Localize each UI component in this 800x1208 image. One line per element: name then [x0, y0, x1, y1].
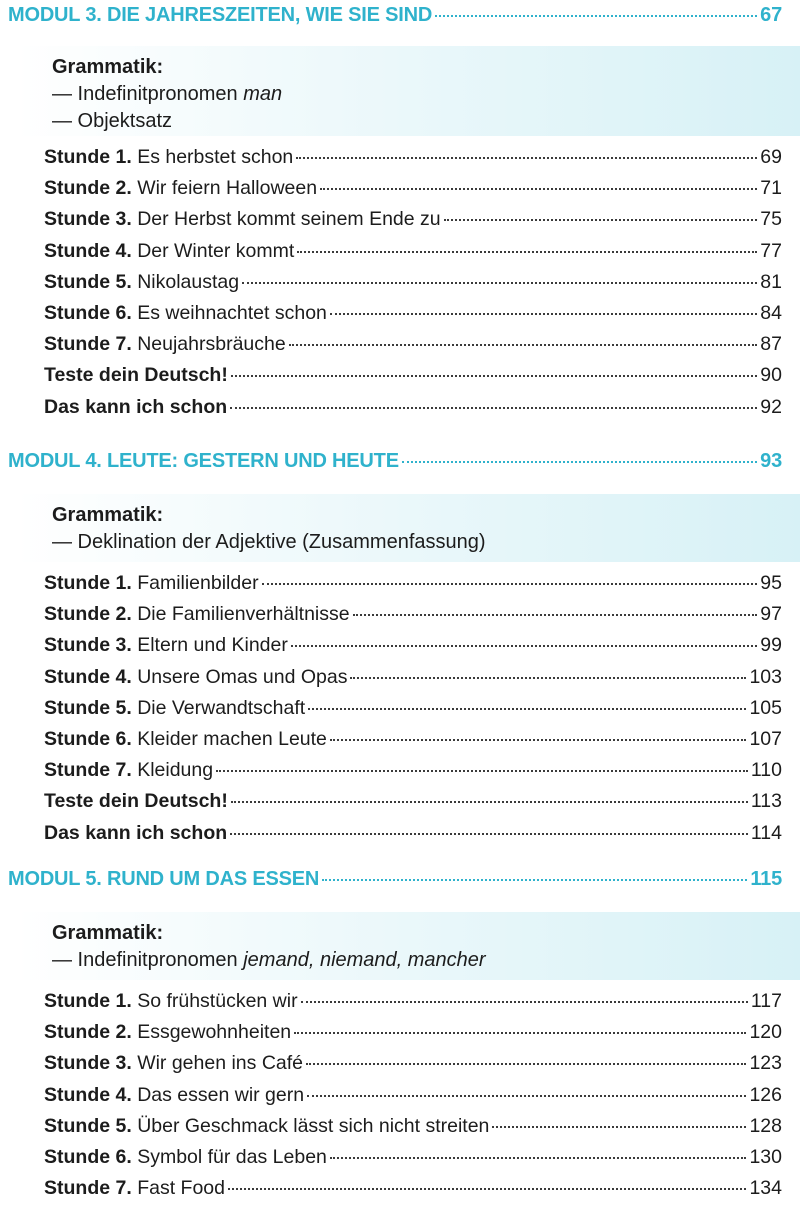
dot-leader: [322, 879, 747, 881]
lesson-title: Das essen wir gern: [137, 1083, 305, 1106]
grammar-line: — Deklination der Adjektive (Zusammenfassung): [52, 531, 486, 553]
dot-leader: [294, 1032, 746, 1034]
lesson-title: Kleidung: [137, 759, 214, 782]
dot-leader: [231, 801, 748, 803]
module-heading[interactable]: [8, 450, 782, 484]
grammar-title: Grammatik:: [52, 922, 164, 944]
page-number: 95: [760, 572, 782, 594]
toc-entry-review[interactable]: [44, 396, 782, 427]
dot-leader: [444, 219, 758, 221]
lesson-title: Symbol für das Leben: [137, 1145, 327, 1168]
toc-entry[interactable]: [44, 1115, 782, 1146]
page-number: 84: [760, 301, 782, 324]
toc-entry[interactable]: [44, 990, 782, 1021]
grammar-title: Grammatik:: [52, 56, 164, 78]
toc-entry[interactable]: [44, 572, 782, 603]
lesson-number: Stunde 5.: [44, 270, 132, 293]
lesson-list: [0, 146, 800, 427]
page-number: 69: [760, 146, 782, 168]
module-heading[interactable]: [8, 868, 782, 902]
lesson-title: Über Geschmack lässt sich nicht streiten: [137, 1114, 490, 1137]
toc-entry[interactable]: [44, 1021, 782, 1052]
dot-leader: [402, 461, 757, 463]
lesson-title: Teste dein Deutsch!: [44, 790, 228, 813]
lesson-title: Die Verwandtschaft: [137, 696, 306, 719]
dot-leader: [230, 833, 748, 835]
lesson-title: Das kann ich schon: [44, 395, 228, 418]
dot-leader: [242, 282, 757, 284]
page-number: 90: [760, 364, 782, 387]
page-number: 114: [750, 821, 782, 844]
lesson-title: Kleider machen Leute: [137, 727, 327, 750]
toc-entry[interactable]: [44, 634, 782, 665]
page-number: 71: [760, 177, 782, 200]
module-page-number: 115: [750, 868, 782, 890]
lesson-title: Wir feiern Halloween: [137, 177, 318, 200]
lesson-number: Stunde 7.: [44, 1177, 132, 1200]
toc-entry-test[interactable]: [44, 790, 782, 821]
lesson-title: Neujahrsbräuche: [137, 333, 286, 356]
lesson-number: Stunde 2.: [44, 603, 132, 626]
page-number: 113: [750, 790, 782, 813]
module-title: MODUL 5. RUND UM DAS ESSEN: [8, 868, 320, 890]
lesson-number: Stunde 3.: [44, 208, 132, 231]
lesson-title: So frühstücken wir: [137, 990, 298, 1012]
dot-leader: [231, 375, 757, 377]
page-number: 97: [760, 603, 782, 626]
page-number: 107: [749, 727, 782, 750]
grammar-line: — Objektsatz: [52, 110, 173, 132]
lesson-title: Unsere Omas und Opas: [137, 665, 348, 688]
lesson-title: Die Familienverhältnisse: [137, 603, 350, 626]
lesson-title: Fast Food: [137, 1177, 225, 1200]
lesson-number: Stunde 3.: [44, 1052, 132, 1075]
lesson-title: Der Winter kommt: [137, 239, 295, 262]
module-4: [0, 450, 800, 853]
dot-leader: [216, 770, 748, 772]
lesson-number: Stunde 6.: [44, 1145, 132, 1168]
dot-leader: [320, 188, 757, 190]
dot-leader: [296, 157, 757, 159]
module-title: MODUL 3. DIE JAHRESZEITEN, WIE SIE SIND: [8, 4, 433, 26]
lesson-number: Stunde 2.: [44, 177, 132, 200]
toc-entry[interactable]: [44, 603, 782, 634]
dot-leader: [291, 645, 757, 647]
module-heading[interactable]: [8, 4, 782, 38]
dot-leader: [350, 677, 746, 679]
page-number: 105: [749, 696, 782, 719]
dot-leader: [297, 251, 757, 253]
lesson-number: Stunde 4.: [44, 239, 132, 262]
module-page-number: 93: [760, 450, 782, 472]
page-number: 87: [760, 333, 782, 356]
toc-entry[interactable]: [44, 302, 782, 333]
grammar-box: [16, 494, 800, 562]
page-number: 126: [749, 1083, 782, 1106]
lesson-number: Stunde 5.: [44, 696, 132, 719]
lesson-title: Familienbilder: [137, 572, 259, 594]
lesson-number: Stunde 6.: [44, 301, 132, 324]
toc-entry[interactable]: [44, 728, 782, 759]
page-number: 77: [760, 239, 782, 262]
toc-entry[interactable]: [44, 1146, 782, 1177]
dot-leader: [308, 708, 746, 710]
lesson-title: Essgewohnheiten: [137, 1021, 292, 1044]
page-number: 110: [750, 759, 782, 782]
page-number: 99: [760, 634, 782, 657]
lesson-title: Es weihnachtet schon: [137, 301, 327, 324]
toc-entry-review[interactable]: [44, 822, 782, 853]
dot-leader: [492, 1126, 746, 1128]
lesson-number: Stunde 4.: [44, 1083, 132, 1106]
lesson-list: [0, 990, 800, 1208]
dot-leader: [289, 344, 758, 346]
lesson-number: Stunde 4.: [44, 665, 132, 688]
grammar-box: [16, 912, 800, 980]
page-number: 81: [760, 270, 782, 293]
dot-leader: [228, 1188, 746, 1190]
dot-leader: [435, 15, 757, 17]
page-number: 92: [760, 395, 782, 418]
toc-entry[interactable]: [44, 759, 782, 790]
lesson-number: Stunde 2.: [44, 1021, 132, 1044]
grammar-line: — Indefinitpronomen man: [52, 83, 283, 105]
module-5: [0, 868, 800, 1208]
toc-entry-test[interactable]: [44, 364, 782, 395]
dot-leader: [301, 1001, 748, 1003]
module-3: [0, 4, 800, 427]
lesson-number: Stunde 1.: [44, 572, 132, 594]
page-number: 123: [749, 1052, 782, 1075]
lesson-number: Stunde 3.: [44, 634, 132, 657]
grammar-line: — Indefinitpronomen jemand, niemand, mancher: [52, 949, 486, 971]
lesson-number: Stunde 1.: [44, 990, 132, 1012]
lesson-title: Es herbstet schon: [137, 146, 294, 168]
dot-leader: [307, 1095, 746, 1097]
lesson-number: Stunde 5.: [44, 1114, 132, 1137]
grammar-title: Grammatik:: [52, 504, 164, 526]
toc-entry[interactable]: [44, 333, 782, 364]
dot-leader: [353, 614, 758, 616]
toc-entry[interactable]: [44, 146, 782, 177]
toc-entry[interactable]: [44, 697, 782, 728]
lesson-number: Stunde 7.: [44, 759, 132, 782]
page-number: 130: [749, 1145, 782, 1168]
page-number: 75: [760, 208, 782, 231]
page-number: 134: [749, 1177, 782, 1200]
lesson-number: Stunde 1.: [44, 146, 132, 168]
lesson-title: Das kann ich schon: [44, 821, 228, 844]
toc-entry[interactable]: [44, 271, 782, 302]
toc-entry[interactable]: [44, 1084, 782, 1115]
page-number: 103: [749, 665, 782, 688]
lesson-number: Stunde 6.: [44, 727, 132, 750]
module-title: MODUL 4. LEUTE: GESTERN UND HEUTE: [8, 450, 399, 472]
lesson-title: Der Herbst kommt seinem Ende zu: [137, 208, 441, 231]
toc-entry[interactable]: [44, 666, 782, 697]
dot-leader: [230, 407, 757, 409]
page-number: 128: [749, 1114, 782, 1137]
dot-leader: [330, 1157, 747, 1159]
dot-leader: [330, 313, 757, 315]
toc-entry[interactable]: [44, 177, 782, 208]
dot-leader: [306, 1063, 746, 1065]
toc-entry[interactable]: [44, 1177, 782, 1208]
toc-entry[interactable]: [44, 1052, 782, 1083]
lesson-number: Stunde 7.: [44, 333, 132, 356]
lesson-title: Eltern und Kinder: [137, 634, 288, 657]
dot-leader: [330, 739, 747, 741]
page-number: 117: [750, 990, 782, 1012]
toc-entry[interactable]: [44, 240, 782, 271]
lesson-list: [0, 572, 800, 853]
grammar-box: [16, 46, 800, 136]
lesson-title: Nikolaustag: [137, 270, 240, 293]
page-number: 120: [749, 1021, 782, 1044]
module-page-number: 67: [760, 4, 782, 26]
lesson-title: Wir gehen ins Café: [137, 1052, 304, 1075]
toc-entry[interactable]: [44, 208, 782, 239]
dot-leader: [262, 583, 758, 585]
lesson-title: Teste dein Deutsch!: [44, 364, 228, 387]
